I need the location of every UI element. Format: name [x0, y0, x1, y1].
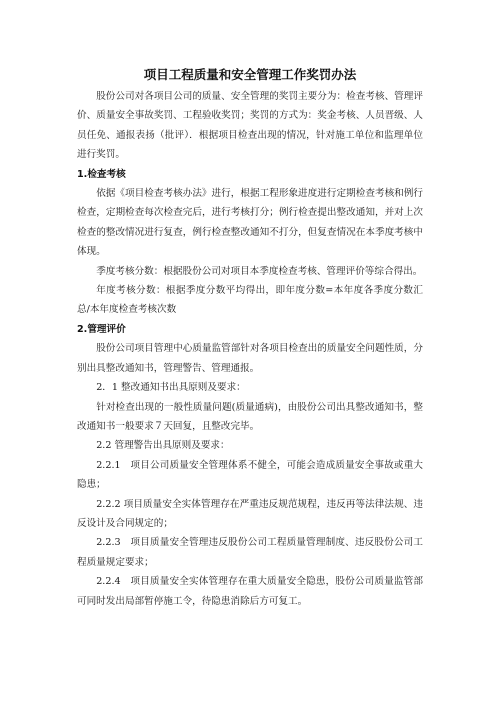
section-heading-management-evaluation: 2.管理评价 — [77, 323, 126, 335]
document-page — [77, 66, 423, 611]
section2-paragraph-2: 2．1 整改通知书出具原则及要求： — [96, 382, 246, 394]
section-heading-inspection: 1.检查考核 — [77, 168, 126, 180]
section2-paragraph-7: 2.2.3 项目质量安全管理违反股份公司工程质量管理制度、违反股份公司工程质量规定要求； — [77, 537, 423, 568]
section2-paragraph-3: 针对检查出现的一般性质量问题(质量通病)，由股份公司出具整改通知书，整改通知书一般要求７天回复，且整改完毕。 — [77, 401, 423, 432]
section1-paragraph-2: 季度考核分数：根据股份公司对项目本季度检查考核、管理评价等综合得出。 — [96, 265, 423, 277]
section2-paragraph-8: 2.2.4 项目质量安全实体管理存在重大质量安全隐患，股份公司质量监管部可同时发出局部暂停施工令，待隐患消除后方可复工。 — [77, 576, 423, 607]
section2-paragraph-1: 股份公司项目管理中心质量监管部针对各项目检查出的质量安全问题性质，分别出具整改通知书，管理警告、管理通报。 — [77, 343, 423, 374]
section1-paragraph-3: 年度考核分数：根据季度分数平均得出，即年度分数=本年度各季度分数汇总/本年度检查考核次数 — [77, 285, 423, 316]
document-title: 项目工程质量和安全管理工作奖罚办法 — [143, 67, 357, 82]
section2-paragraph-6: 2.2.2 项目质量安全实体管理存在严重违反规范规程，违反再等法律法规、违反设计及合同规定的； — [77, 498, 423, 529]
section2-paragraph-4: 2.2 管理警告出具原则及要求： — [96, 440, 230, 452]
intro-paragraph: 股份公司对各项目公司的质量、安全管理的奖罚主要分为：检查考核、管理评价、质量安全事故奖罚、工程验收奖罚；奖罚的方式为：奖金考核、人员晋级、人员任免、通报表扬（批评）．根据项目检查出现的情况，针对施工单位和监理单位进行奖罚。 — [77, 91, 423, 161]
section2-paragraph-5: 2.2.1 项目公司质量安全管理体系不健全，可能会造成质量安全事故或重大隐患； — [77, 459, 423, 491]
section1-paragraph-1: 依据《项目检查考核办法》进行，根据工程形象进度进行定期检查考核和例行检查，定期检查每次检查完后，进行考核打分；例行检查提出整改通知，并对上次检查的整改情况进行复查，例行检查整改通知不打分，但复查情况在本季度考核中体现。 — [77, 188, 423, 258]
